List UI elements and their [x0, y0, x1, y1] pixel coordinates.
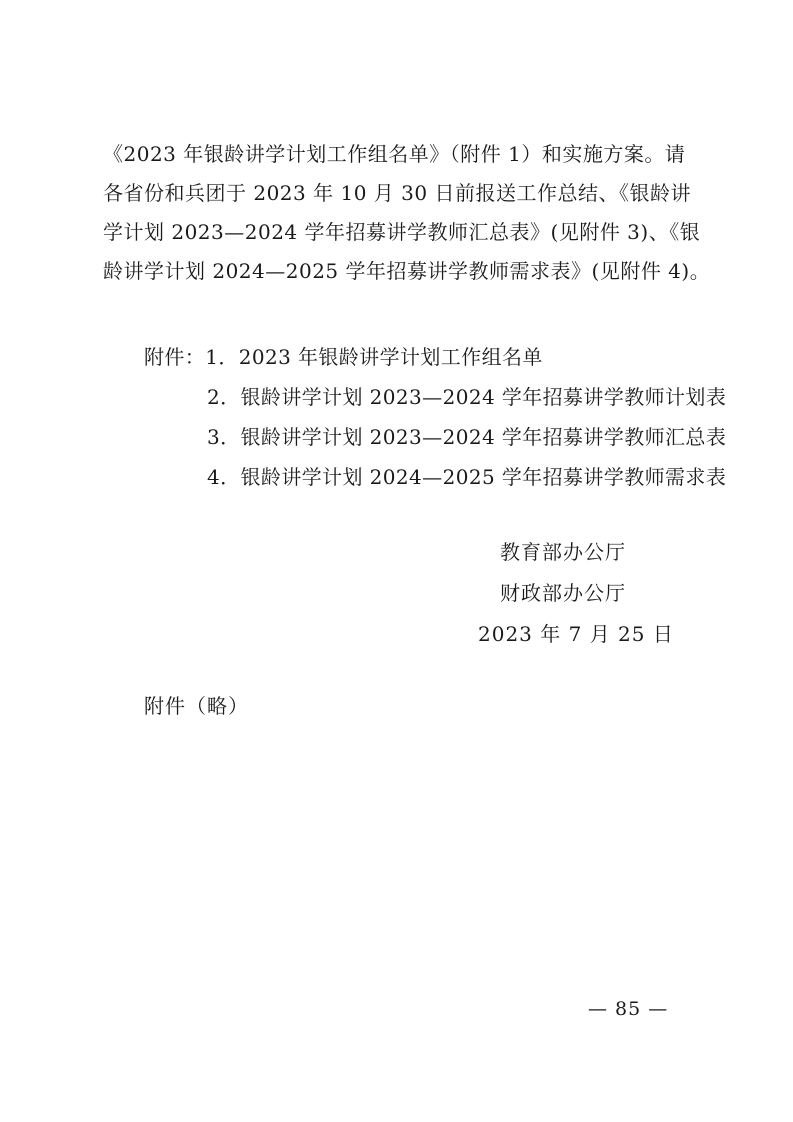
- attachment-item-4: 4．银龄讲学计划 2024—2025 学年招募讲学教师需求表: [207, 465, 727, 489]
- issuer-moe: 教育部办公厅: [500, 540, 626, 564]
- attachment-item-3: 3．银龄讲学计划 2023—2024 学年招募讲学教师汇总表: [207, 425, 727, 449]
- attachment-item-text: 1．2023 年银龄讲学计划工作组名单: [205, 345, 543, 369]
- issue-date: 2023 年 7 月 25 日: [478, 622, 674, 646]
- paragraph-line: 学计划 2023—2024 学年招募讲学教师汇总表》(见附件 3)、《银: [103, 220, 701, 244]
- paragraph-line: 各省份和兵团于 2023 年 10 月 30 日前报送工作总结、《银龄讲: [103, 181, 691, 205]
- attachment-prefix: 附件：: [144, 345, 206, 369]
- signature-block: [478, 532, 674, 655]
- attachment-item-2: 2．银龄讲学计划 2023—2024 学年招募讲学教师计划表: [207, 385, 727, 409]
- page-number: — 85 —: [588, 998, 669, 1020]
- body-paragraph: [103, 135, 711, 291]
- issuer-mof: 财政部办公厅: [500, 581, 626, 605]
- attachment-item-1: [144, 337, 726, 377]
- attachment-omitted-note: 附件（略）: [144, 694, 249, 718]
- paragraph-line: 《2023 年银龄讲学计划工作组名单》（附件 1）和实施方案。请: [103, 142, 686, 166]
- paragraph-line: 龄讲学计划 2024—2025 学年招募讲学教师需求表》(见附件 4)。: [103, 259, 711, 283]
- attachment-list: [144, 337, 726, 497]
